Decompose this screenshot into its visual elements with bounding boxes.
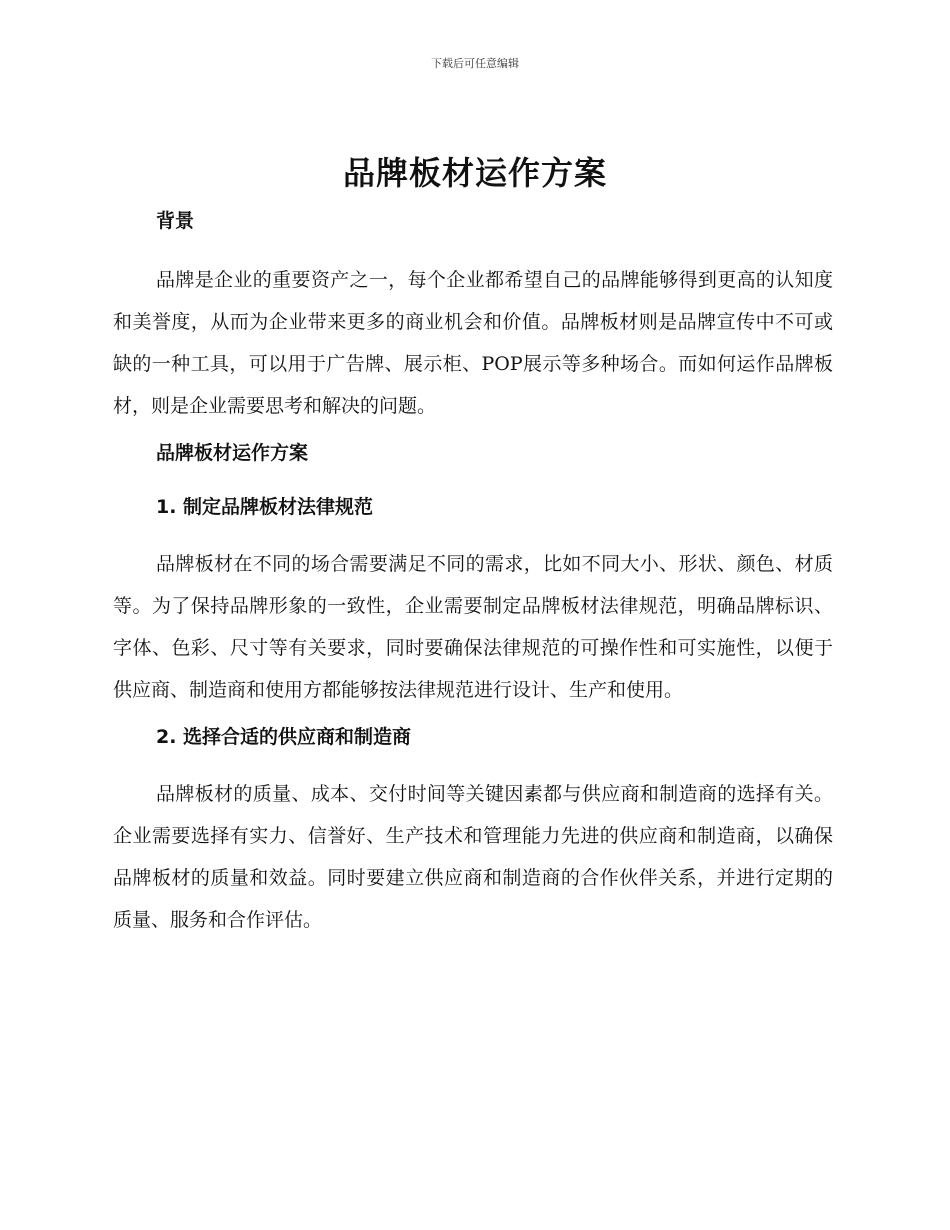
section-heading-scheme: 品牌板材运作方案 [156,442,309,464]
document-title: 品牌板材运作方案 [342,154,607,192]
section-heading-2: 2. 选择合适的供应商和制造商 [156,726,412,748]
paragraph-background: 品牌是企业的重要资产之一，每个企业都希望自己的品牌能够得到更高的认知度和美誉度，从而为企业带来更多的商业机会和价值。品牌板材则是品牌宣传中不可或缺的一种工具，可以用于广告牌、展示柜、POP展示等多种场合。而如何运作品牌板材，则是企业需要思考和解决的问题。 [113,269,833,417]
document-body [113,205,833,941]
paragraph-section-2: 品牌板材的质量、成本、交付时间等关键因素都与供应商和制造商的选择有关。企业需要选择有实力、信誉好、生产技术和管理能力先进的供应商和制造商，以确保品牌板材的质量和效益。同时要建立供应商和制造商的合作伙伴关系，并进行定期的质量、服务和合作评估。 [113,783,833,931]
section-heading-1: 1. 制定品牌板材法律规范 [156,496,374,518]
header-note: 下载后可任意编辑 [431,57,519,70]
section-heading-background: 背景 [156,210,195,232]
paragraph-section-1: 品牌板材在不同的场合需要满足不同的需求，比如不同大小、形状、颜色、材质等。为了保持品牌形象的一致性，企业需要制定品牌板材法律规范，明确品牌标识、字体、色彩、尺寸等有关要求，同时要确保法律规范的可操作性和可实施性，以便于供应商、制造商和使用方都能够按法律规范进行设计、生产和使用。 [113,553,833,701]
